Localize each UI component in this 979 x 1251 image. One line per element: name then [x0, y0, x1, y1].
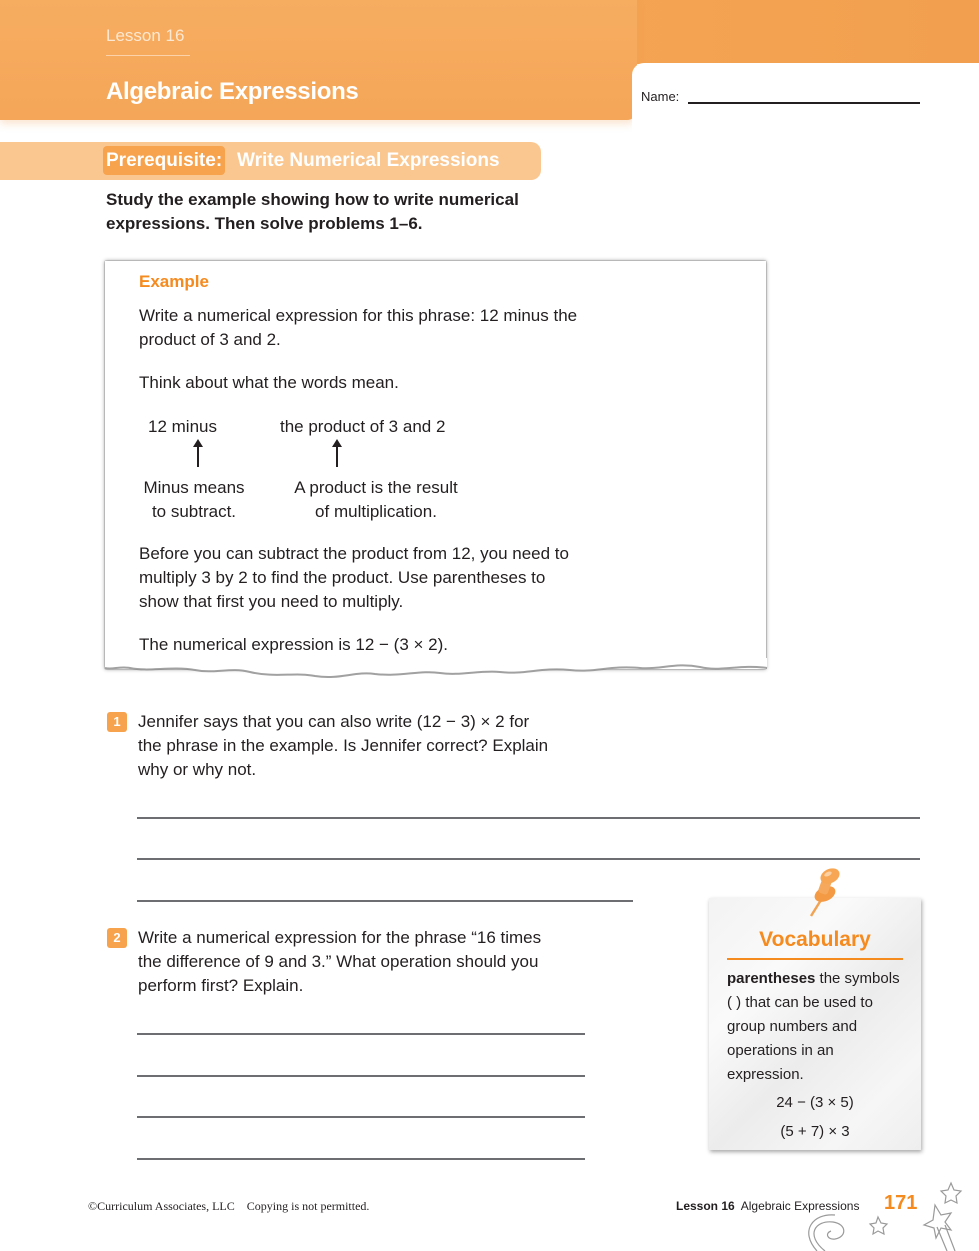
- lesson-divider: [106, 55, 190, 56]
- question-number-badge: 2: [107, 928, 127, 948]
- prerequisite-title: Write Numerical Expressions: [237, 150, 500, 171]
- note-product-line: of multiplication.: [315, 502, 437, 521]
- example-explanation-line: show that first you need to multiply.: [139, 592, 404, 611]
- example-explanation-line: multiply 3 by 2 to find the product. Use parentheses to: [139, 568, 546, 587]
- name-tab: [632, 63, 979, 133]
- term-12-minus: 12 minus: [148, 417, 217, 436]
- footer-lesson-title: Algebraic Expressions: [740, 1199, 860, 1213]
- name-label: Name:: [641, 89, 680, 104]
- question-2-text: [138, 926, 598, 998]
- vocabulary-example: 24 − (3 × 5): [776, 1094, 854, 1111]
- note-product: [280, 476, 472, 524]
- example-prompt-line: product of 3 and 2.: [139, 330, 281, 349]
- note-minus-line: Minus means: [143, 478, 245, 497]
- note-minus: [135, 476, 253, 524]
- question-number-badge: 1: [107, 712, 127, 732]
- term-product: the product of 3 and 2: [280, 417, 446, 436]
- arrow-up-icon: [336, 445, 338, 467]
- answer-line[interactable]: [137, 1158, 585, 1160]
- example-conclusion: The numerical expression is 12 − (3 × 2).: [139, 635, 448, 654]
- vocabulary-definition-text: the symbols ( ) that can be used to group numbers and operations in an expression.: [727, 970, 900, 1083]
- prerequisite-tag: Prerequisite:: [103, 146, 225, 175]
- instructions: Study the example showing how to write numerical expressions. Then solve problems 1–6.: [106, 190, 519, 233]
- question-line: why or why not.: [138, 760, 257, 779]
- copyright-notice: ©Curriculum Associates, LLC Copying is not permitted.: [88, 1199, 370, 1213]
- footer-lesson-number: Lesson 16: [676, 1199, 735, 1213]
- question-line: the difference of 9 and 3.” What operation should you: [138, 952, 539, 971]
- question-line: Write a numerical expression for the phrase “16 times: [138, 928, 542, 947]
- pushpin-icon: [803, 866, 843, 918]
- example-think: Think about what the words mean.: [139, 373, 399, 392]
- question-1-text: [138, 710, 598, 782]
- torn-paper-edge: [100, 658, 772, 688]
- question-line: perform first? Explain.: [138, 976, 304, 995]
- arrow-up-icon: [197, 445, 199, 467]
- answer-line[interactable]: [137, 1075, 585, 1077]
- star-doodle-icon: [785, 1175, 979, 1251]
- name-field[interactable]: [688, 102, 920, 104]
- vocabulary-divider: [727, 958, 903, 960]
- answer-line[interactable]: [137, 1033, 585, 1035]
- answer-line[interactable]: [137, 1116, 585, 1118]
- question-line: the phrase in the example. Is Jennifer correct? Explain: [138, 736, 549, 755]
- vocabulary-example: (5 + 7) × 3: [780, 1123, 850, 1140]
- example-explanation-line: Before you can subtract the product from 12, you need to: [139, 544, 569, 563]
- lesson-label: Lesson 16: [106, 26, 185, 45]
- vocabulary-title: Vocabulary: [759, 928, 871, 951]
- answer-line[interactable]: [137, 858, 920, 860]
- question-line: Jennifer says that you can also write (12 − 3) × 2 for: [138, 712, 530, 731]
- page-number: 171: [884, 1192, 918, 1214]
- vocabulary-term: parentheses: [727, 970, 816, 987]
- note-minus-line: to subtract.: [151, 502, 237, 521]
- example-prompt-line: Write a numerical expression for this phrase: 12 minus the: [139, 306, 578, 325]
- page-title: Algebraic Expressions: [106, 78, 359, 105]
- note-product-line: A product is the result: [294, 478, 458, 497]
- example-heading: Example: [139, 272, 209, 291]
- answer-line[interactable]: [137, 817, 920, 819]
- answer-line[interactable]: [137, 900, 633, 902]
- vocabulary-definition: [727, 967, 907, 1087]
